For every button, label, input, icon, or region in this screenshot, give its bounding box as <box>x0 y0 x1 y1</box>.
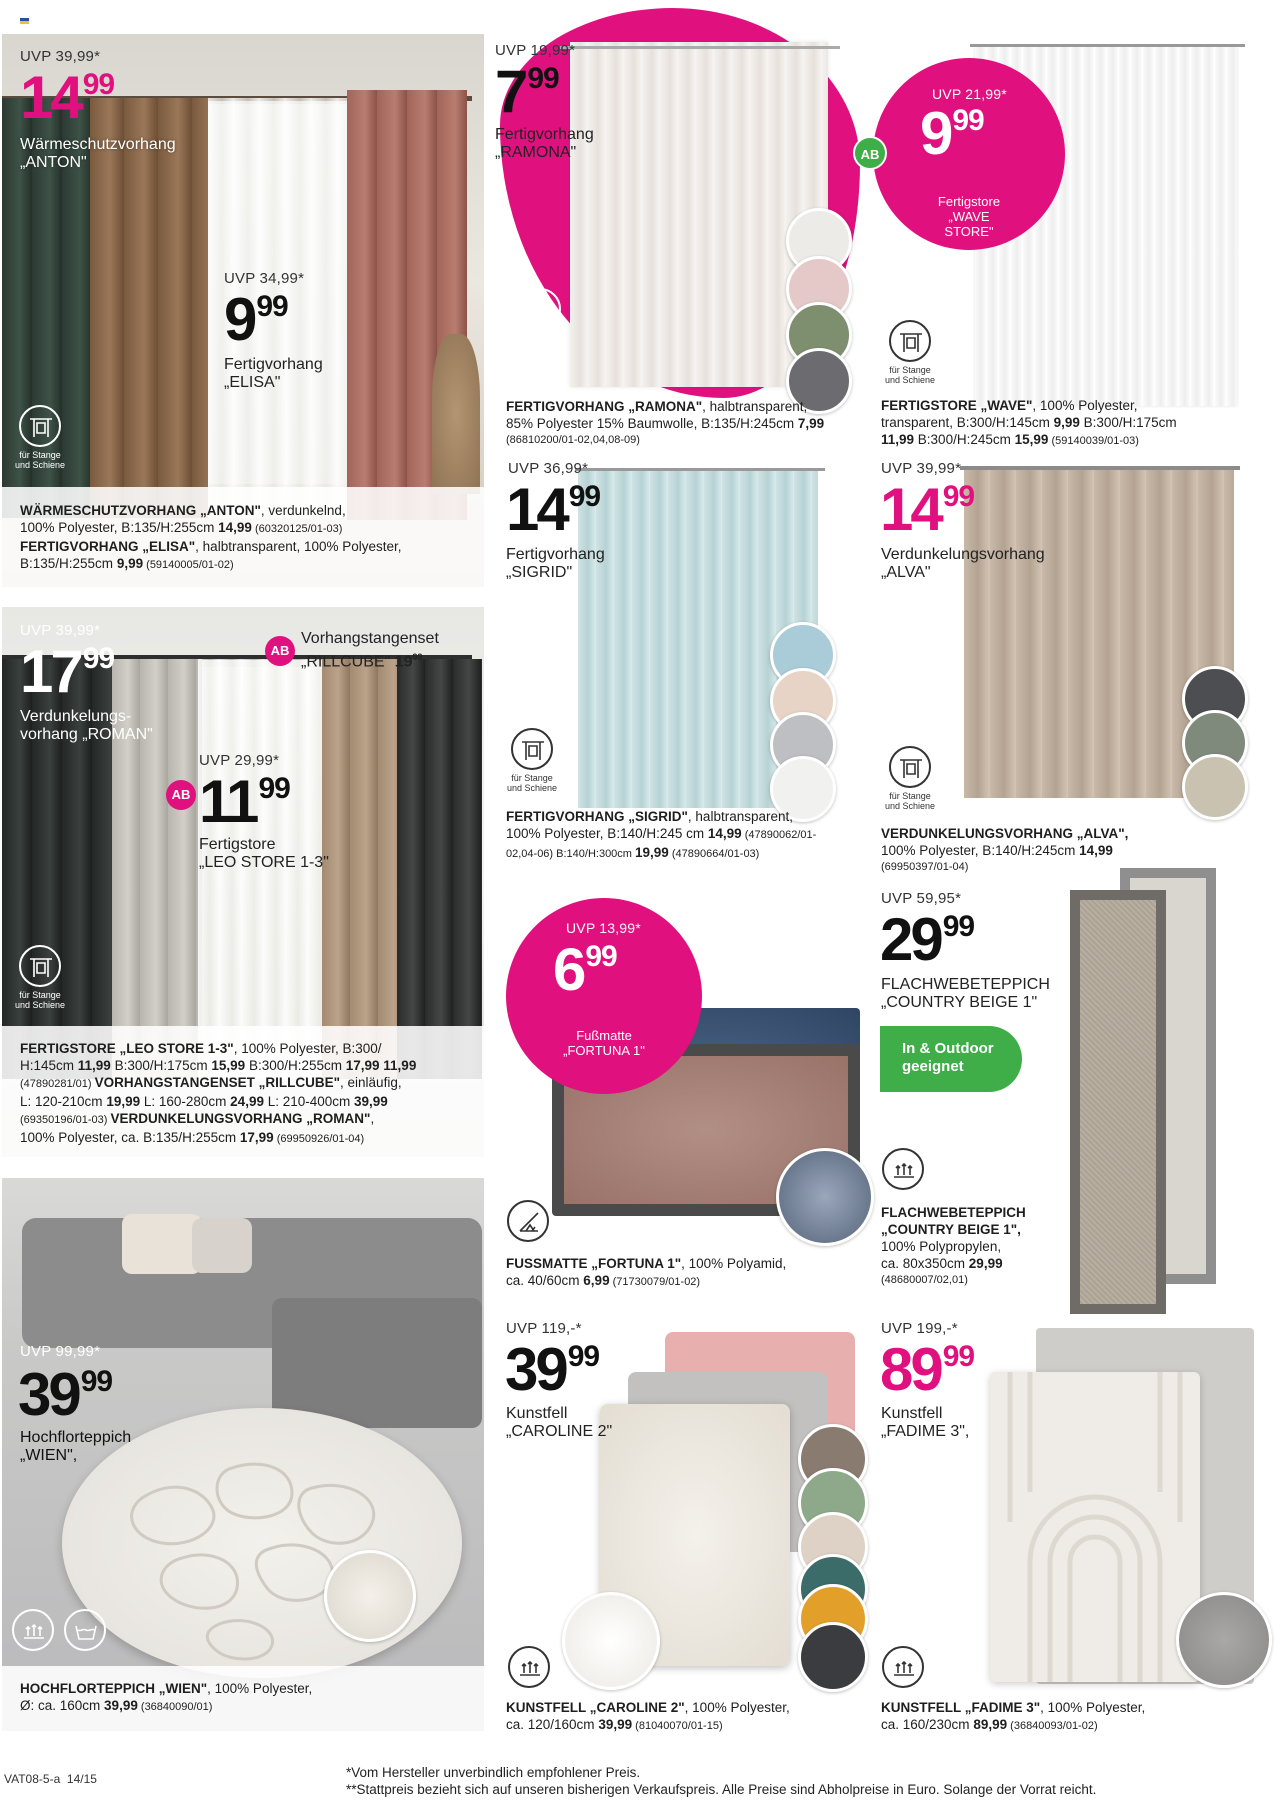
sigrid-price: 1499 <box>506 476 601 543</box>
caroline-swatch-white <box>562 1592 660 1690</box>
footnotes: *Vom Hersteller unverbindlich empfohlener Preis. **Stattpreis bezieht sich auf unseren bisherigen Verkaufspreis. Alle Preise sind Abholpreise in Euro. Solange der Vorrat reicht. <box>346 1765 1097 1797</box>
desc-anton-elisa: WÄRMESCHUTZVORHANG „ANTON", verdunkelnd, 100% Polyester, B:135/H:255cm 14,99 (60320125/01-03) FERTIGVORHANG „ELISA", halbtransparent, 100% Polyester, B:135/H:255cm 9,99 (59140005/01-02) <box>20 503 402 571</box>
alva-uvp: UVP 39,99* <box>881 460 962 477</box>
pile-icon-fadime <box>880 1646 926 1691</box>
desc-fortuna: FUSSMATTE „FORTUNA 1", 100% Polyamid, ca. 40/60cm 6,99 (71730079/01-02) <box>506 1256 787 1288</box>
alva-price: 1499 <box>880 476 975 543</box>
wave-name: Fertigstore „WAVE STORE" <box>937 194 1001 239</box>
roman-uvp: UVP 39,99* <box>20 622 101 639</box>
wave-uvp: UVP 21,99* <box>932 86 1007 102</box>
ramona-name: Fertigvorhang „RAMONA" <box>495 126 594 161</box>
elisa-uvp: UVP 34,99* <box>224 270 305 287</box>
rod-icon-alva: für Stange und Schiene <box>880 746 940 811</box>
wien-uvp: UVP 99,99* <box>20 1343 101 1360</box>
wave-ab-badge: AB <box>853 136 887 170</box>
rillcube-name: Vorhangstangenset „RILLCUBE" $19^{99}$ <box>301 630 439 671</box>
sigrid-uvp: UVP 36,99* <box>508 460 589 477</box>
fortuna-name: Fußmatte „FORTUNA 1" <box>563 1028 645 1058</box>
wien-name: Hochflorteppich „WIEN", <box>20 1429 132 1464</box>
wash-icon <box>64 1609 106 1651</box>
desc-wave: FERTIGSTORE „WAVE", 100% Polyester, transparent, B:300/H:145cm 9,99 B:300/H:175cm 11,99 B:300/H:245cm 15,99 (59140039/01-03) <box>881 398 1177 447</box>
leo-name: Fertigstore „LEO STORE 1-3" <box>199 836 329 871</box>
country-runner-front <box>1070 890 1166 1314</box>
desc-roman-leo: FERTIGSTORE „LEO STORE 1-3", 100% Polyester, B:300/ H:145cm 11,99 B:300/H:175cm 15,99 B:300/H:255cm 17,99 11,99 (47890281/01) VORHANGSTANGENSET „RILLCUBE", einläufig, L: 120-210cm 19,99 L: 160-280cm 24,99 L: 210-400cm 39,99 (69350196/01-03) VERDUNKELUNGSVORHANG „ROMAN", 100% Polyester, ca. B:135/H:255cm 17,99 (69950926/01-04) <box>20 1041 417 1145</box>
fortuna-swatch <box>776 1148 874 1246</box>
desc-alva: VERDUNKELUNGSVORHANG „ALVA", 100% Polyester, B:140/H:245cm 14,99 (69950397/01-04) <box>881 826 1129 873</box>
elisa-name: Fertigvorhang „ELISA" <box>224 356 323 391</box>
country-uvp: UVP 59,95* <box>881 890 962 907</box>
pile-icon-caroline <box>506 1646 552 1691</box>
leo-ab-badge: AB <box>166 780 196 810</box>
rod-icon-1: für Stange und Schiene <box>10 405 70 470</box>
rod-icon-wave: für Stange und Schiene <box>880 320 940 385</box>
roman-curtain-taupe <box>322 659 402 1079</box>
ramona-uvp: UVP 19,99* <box>495 42 576 59</box>
country-name: FLACHWEBETEPPICH „COUNTRY BEIGE 1" <box>881 976 1050 1011</box>
corner-icon <box>506 1200 550 1245</box>
caroline-name: Kunstfell „CAROLINE 2" <box>506 1405 613 1440</box>
rillcube-ab-badge: AB <box>265 636 295 666</box>
leo-uvp: UVP 29,99* <box>199 752 280 769</box>
roman-name: Verdunkelungs- vorhang „ROMAN" <box>20 708 153 743</box>
wave-price: 999 <box>920 100 984 167</box>
wien-price: 3999 <box>18 1361 113 1428</box>
elisa-price: 999 <box>224 286 288 353</box>
fadime-name: Kunstfell „FADIME 3", <box>881 1405 970 1440</box>
anton-uvp: UVP 39,99* <box>20 48 101 65</box>
fadime-swatch <box>1176 1592 1272 1688</box>
flag-icon <box>20 18 29 24</box>
rod-icon-2: für Stange und Schiene <box>10 945 70 1010</box>
rod-icon-sigrid: für Stange und Schiene <box>502 728 562 793</box>
fadime-uvp: UVP 199,-* <box>881 1320 958 1337</box>
desc-country: FLACHWEBETEPPICH „COUNTRY BEIGE 1", 100% Polypropylen, ca. 80x350cm 29,99 (48680007/02,01) <box>881 1205 1026 1286</box>
desc-wien: HOCHFLORTEPPICH „WIEN", 100% Polyester, Ø: ca. 160cm 39,99 (36840090/01) <box>20 1681 313 1713</box>
desc-sigrid: FERTIGVORHANG „SIGRID", halbtransparent, 100% Polyester, B:140/H:245 cm 14,99 (47890062/01- 02,04-06) B:140/H:300cm 19,99 (47890664/01-03) <box>506 809 817 860</box>
leo-price: 1199 <box>199 768 290 835</box>
caroline-uvp: UVP 119,-* <box>506 1320 582 1337</box>
caroline-price: 3999 <box>505 1336 600 1403</box>
ramona-price: 799 <box>495 58 559 125</box>
washing-icons <box>12 1609 122 1655</box>
roman-price: 1799 <box>20 638 115 705</box>
fadime-rug <box>990 1372 1200 1682</box>
caroline-swatch-anthracite <box>798 1622 868 1692</box>
fortuna-price: 699 <box>553 936 617 1003</box>
rod-icon-ramona: für Stange und Schiene <box>508 288 572 353</box>
sigrid-name: Fertigvorhang „SIGRID" <box>506 546 605 581</box>
desc-caroline: KUNSTFELL „CAROLINE 2", 100% Polyester, ca. 120/160cm 39,99 (81040070/01-15) <box>506 1700 790 1732</box>
alva-name: Verdunkelungsvorhang „ALVA" <box>881 546 1045 581</box>
pile-icon <box>12 1609 54 1651</box>
fortuna-uvp: UVP 13,99* <box>566 920 641 936</box>
alva-swatch-beige <box>1182 754 1248 820</box>
page-code: VAT08-5-a 14/15 <box>4 1772 97 1786</box>
desc-fadime: KUNSTFELL „FADIME 3", 100% Polyester, ca. 160/230cm 89,99 (36840093/01-02) <box>881 1700 1146 1732</box>
desc-ramona: FERTIGVORHANG „RAMONA", halbtransparent, 85% Polyester 15% Baumwolle, B:135/H:245cm 7,99 (86810200/01-02,04,08-09) <box>506 399 825 446</box>
anton-price: 1499 <box>20 64 115 131</box>
roman-curtain-dark <box>397 659 482 1079</box>
country-price: 2999 <box>880 906 975 973</box>
pile-icon-country <box>880 1148 926 1193</box>
in-outdoor-badge: In & Outdoor geeignet <box>880 1026 1022 1092</box>
anton-name: Wärmeschutzvorhang „ANTON" <box>20 136 176 171</box>
fadime-price: 8999 <box>880 1336 975 1403</box>
